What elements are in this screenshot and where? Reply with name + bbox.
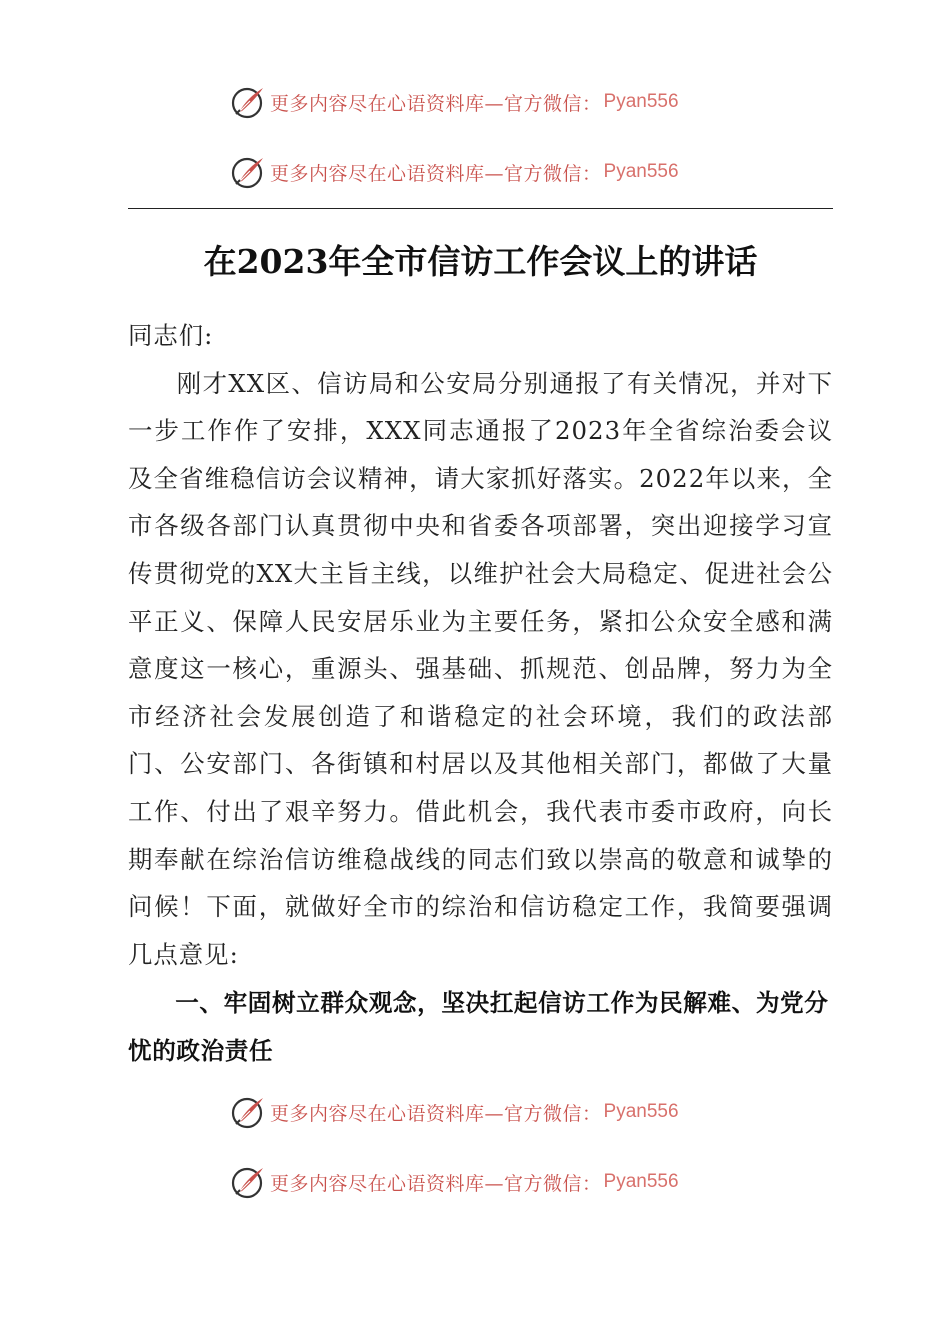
watermark-text: 更多内容尽在心语资料库—官方微信： — [270, 92, 602, 115]
watermark-wechat-id: Pyan556 — [603, 161, 679, 182]
document-title: 在2023年全市信访工作会议上的讲话 — [203, 242, 758, 281]
quill-pen-logo-icon — [230, 1164, 266, 1200]
header-divider — [128, 208, 833, 209]
quill-pen-logo-icon — [230, 154, 266, 190]
quill-pen-logo-icon — [230, 1094, 266, 1130]
watermark-text: 更多内容尽在心语资料库—官方微信： — [270, 162, 602, 185]
section-heading: 一、牢固树立群众观念，坚决扛起信访工作为民解难、为党分忧的政治责任 — [128, 989, 829, 1065]
watermark-banner — [230, 1162, 750, 1202]
watermark-wechat-id: Pyan556 — [603, 1101, 679, 1122]
watermark-banner — [230, 152, 750, 192]
salutation: 同志们: — [128, 321, 214, 350]
watermark-text: 更多内容尽在心语资料库—官方微信： — [270, 1102, 602, 1125]
watermark-wechat-id: Pyan556 — [603, 91, 679, 112]
watermark-banner — [230, 82, 750, 122]
watermark-banner — [230, 1092, 750, 1132]
document-body — [128, 312, 833, 978]
body-paragraph: 刚才XX区、信访局和公安局分别通报了有关情况，并对下一步工作作了安排，XXX同志通报了2023年全省综治委会议及全省维稳信访会议精神，请大家抓好落实。2022年以来，全市各级各部门认真贯彻中央和省委各项部署，突出迎接学习宣传贯彻党的XX大主旨主线，以维护社会大局稳定、促进社会公平正义、保障人民安居乐业为主要任务，紧扣公众安全感和满意度这一核心，重源头、强基础、抓规范、创品牌，努力为全市经济社会发展创造了和谐稳定的社会环境，我们的政法部门、公安部门、各街镇和村居以及其他相关部门，都做了大量工作、付出了艰辛努力。借此机会，我代表市委市政府，向长期奉献在综治信访维稳战线的同志们致以崇高的敬意和诚挚的问候！下面，就做好全市的综治和信访稳定工作，我简要强调几点意见: — [128, 368, 833, 969]
watermark-wechat-id: Pyan556 — [603, 1171, 679, 1192]
watermark-text: 更多内容尽在心语资料库—官方微信： — [270, 1172, 602, 1195]
quill-pen-logo-icon — [230, 84, 266, 120]
